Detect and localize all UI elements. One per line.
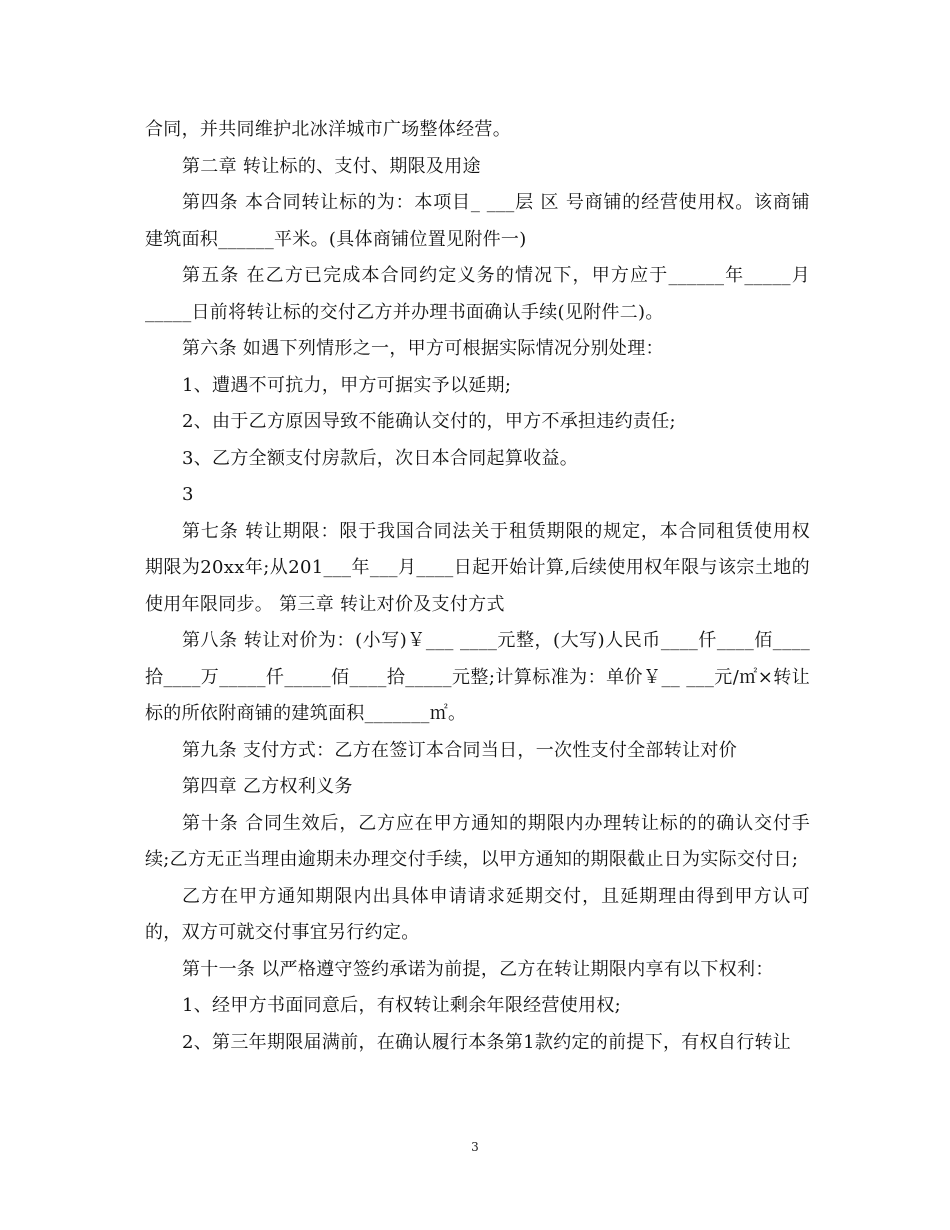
document-body bbox=[145, 112, 810, 1061]
paragraph: 第九条 支付方式：乙方在签订本合同当日，一次性支付全部转让对价 bbox=[182, 739, 738, 761]
list-item: 1、经甲方书面同意后，有权转让剩余年限经营使用权; bbox=[182, 995, 622, 1016]
paragraph: 第四条 本合同转让标的为：本项目_ ___层 区 号商铺的经营使用权。该商铺建筑面积______平米。(具体商铺位置见附件一) bbox=[145, 192, 810, 250]
paragraph: 合同，并共同维护北冰洋城市广场整体经营。 bbox=[145, 119, 511, 140]
paragraph: 第十一条 以严格遵守签约承诺为前提，乙方在转让期限内享有以下权利： bbox=[182, 958, 774, 980]
paragraph: 第十条 合同生效后，乙方应在甲方通知的期限内办理转让标的的确认交付手续;乙方无正当理由逾期未办理交付手续，以甲方通知的期限截止日为实际交付日; bbox=[145, 812, 810, 870]
paragraph: 乙方在甲方通知期限内出具体申请请求延期交付，且延期理由得到甲方认可的，双方可就交付事宜另行约定。 bbox=[145, 885, 810, 943]
paragraph: 第七条 转让期限：限于我国合同法关于租赁期限的规定，本合同租赁使用权期限为20xx年;从201___年___月____日起开始计算,后续使用权年限与该宗土地的使用年限同步。 第三章 转让对价及支付方式 bbox=[145, 520, 810, 615]
paragraph: 第六条 如遇下列情形之一，甲方可根据实际情况分别处理： bbox=[182, 338, 664, 359]
list-item: 1、遭遇不可抗力，甲方可据实予以延期; bbox=[182, 374, 512, 396]
chapter-heading: 第四章 乙方权利义务 bbox=[182, 776, 353, 797]
chapter-heading: 第二章 转让标的、支付、期限及用途 bbox=[182, 155, 481, 177]
page-number: 3 bbox=[471, 1140, 479, 1154]
paragraph: 3 bbox=[182, 484, 194, 505]
paragraph: 第五条 在乙方已完成本合同约定义务的情况下，甲方应于______年_____月_____日前将转让标的交付乙方并办理书面确认手续(见附件二)。 bbox=[145, 265, 810, 323]
list-item: 3、乙方全额支付房款后，次日本合同起算收益。 bbox=[182, 447, 579, 469]
list-item: 2、第三年期限届满前，在确认履行本条第1款约定的前提下，有权自行转让 bbox=[182, 1031, 792, 1053]
paragraph: 第八条 转让对价为：(小写)￥___ ____元整，(大写)人民币____仟____佰____拾____万_____仟_____佰____拾_____元整;计算标准为：单价￥__ ___元/㎡×转让标的所依附商铺的建筑面积_______㎡。 bbox=[145, 630, 810, 724]
list-item: 2、由于乙方原因导致不能确认交付的，甲方不承担违约责任; bbox=[182, 411, 676, 432]
